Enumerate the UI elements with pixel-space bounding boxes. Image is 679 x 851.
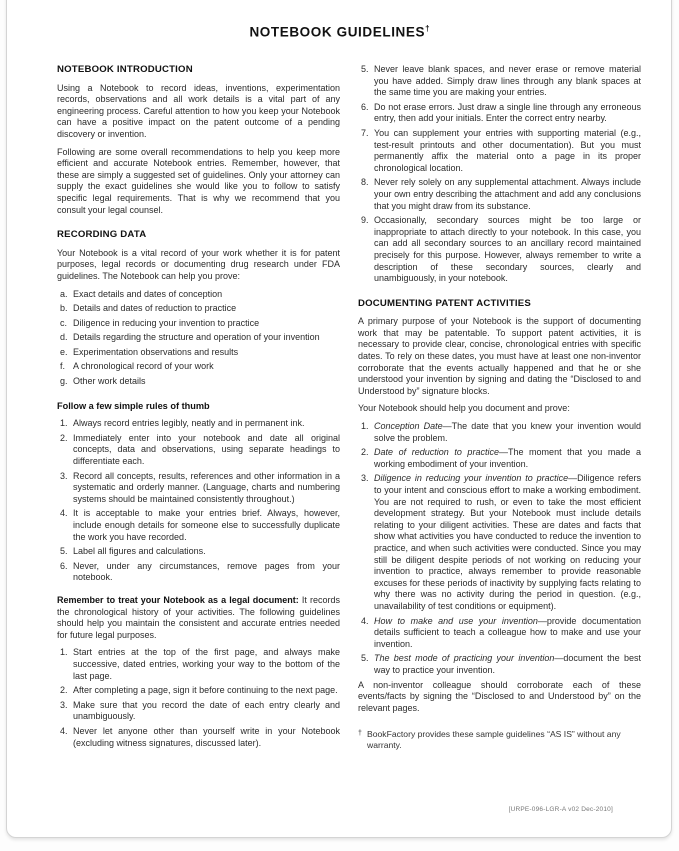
list-marker: 2. xyxy=(361,447,369,458)
rules-list xyxy=(57,418,340,584)
heading-documenting-patent-activities: DOCUMENTING PATENT ACTIVITIES xyxy=(358,297,531,309)
list-text xyxy=(374,421,641,444)
patent-item-lead: Diligence in reducing your invention to practice xyxy=(374,473,569,484)
list-marker: 5. xyxy=(60,546,68,557)
lettered-list xyxy=(57,289,340,388)
footer-revision-code: [URPE-096-LGR-A v02 Dec-2010] xyxy=(508,806,613,813)
list-marker: 3. xyxy=(361,473,369,484)
list-text xyxy=(374,473,641,612)
list-text: Experimentation observations and results xyxy=(73,346,239,357)
list-marker: 1. xyxy=(60,647,68,658)
list-text: You can supplement your entries with supporting material (e.g., test-result printouts and other documentation). But you must permanently affix the material onto a page in its proper chronological location. xyxy=(374,127,641,173)
list-marker: a. xyxy=(60,288,68,299)
intro-paragraph-2: Following are some overall recommendations to help you keep more efficient and accurate Notebook entries. Remember, however, that these are simply a suggested set of guidelines. Only your attorney can supply the exact guidelines she would like you to follow to satisfy specific legal requirements. That is why we recommend that you consult your legal counsel. xyxy=(57,146,340,215)
list-marker: 2. xyxy=(60,685,68,696)
list-item xyxy=(358,421,641,444)
list-text: Never leave blank spaces, and never erase or remove material you have added. Simply draw lines through any blank spaces at the same time you are making your entries. xyxy=(374,64,641,98)
list-text: It is acceptable to make your entries brief. Always, however, include enough details for someone else to successfully duplicate the work you have recorded. xyxy=(73,508,340,542)
list-text: Always record entries legibly, neatly and in permanent ink. xyxy=(73,418,305,429)
content-columns xyxy=(57,64,641,752)
list-item xyxy=(57,347,340,359)
patent-item-body: —provide documentation details sufficient to teach a colleague how to make and use your invention. xyxy=(374,615,641,649)
list-marker: 8. xyxy=(361,177,369,188)
list-item xyxy=(57,508,340,543)
patent-item-body: —document the best way to practice your invention. xyxy=(374,653,641,675)
list-item xyxy=(57,433,340,468)
footnote-text: BookFactory provides these sample guidelines “AS IS” without any warranty. xyxy=(367,729,621,751)
list-marker: 1. xyxy=(60,418,68,429)
heading-recording-data: RECORDING DATA xyxy=(57,229,147,241)
list-text: Never let anyone other than yourself write in your Notebook (excluding witness signatures, discussed later). xyxy=(73,725,340,748)
list-item xyxy=(57,546,340,558)
list-marker: e. xyxy=(60,346,68,357)
intro-paragraph-1: Using a Notebook to record ideas, inventions, experimentation records, observations and all work details is a vital part of any engineering process. Careful attention to how you keep your Notebook can have a positive impact on the patent outcome of a pending discovery or invention. xyxy=(57,82,340,139)
list-marker: 6. xyxy=(60,560,68,571)
closing-paragraph: A non-inventor colleague should corroborate each of these events/facts by signing the “Disclosed to and Understood by” on the relevant pages. xyxy=(358,679,641,713)
patent-item-body: —Diligence refers to your intent and conscious effort to make a working embodiment. You are not required to rush, or even to take the most efficient development strategy. But your Notebook must include details relating to your diligent activities. These are dates and facts that show what activities you have conducted to reduce the invention to practice, and when such activities were conducted. Since you may still be diligent despite periods of not working on reducing your invention to practice, always remember to provide reasonable excuses for these periods of inactivity by supplying facts relating to why there was no activity during the period in question. (e.g., unavailability of test conditions or equipment). xyxy=(374,473,642,611)
column-left xyxy=(57,64,340,752)
legal-rest: It records the chronological history of your activities. The following guidelines should help you maintain the consistent and accurate entries needed for future legal purposes. xyxy=(57,594,340,640)
list-text: Make sure that you record the date of each entry clearly and unambiguously. xyxy=(73,699,340,722)
list-marker: g. xyxy=(60,376,68,387)
list-text: Label all figures and calculations. xyxy=(73,546,206,557)
list-marker: f. xyxy=(60,361,66,372)
list-item xyxy=(57,685,340,697)
list-marker: 4. xyxy=(60,725,68,736)
list-item xyxy=(57,318,340,330)
list-item xyxy=(358,616,641,651)
list-marker: 2. xyxy=(60,432,68,443)
list-text: After completing a page, sign it before continuing to the next page. xyxy=(73,685,338,696)
list-item xyxy=(358,177,641,212)
list-marker: 3. xyxy=(60,699,68,710)
heading-rules-of-thumb: Follow a few simple rules of thumb xyxy=(57,400,210,411)
list-marker: 1. xyxy=(361,421,369,432)
list-text: Details and dates of reduction to practice xyxy=(73,303,237,314)
list-marker: 4. xyxy=(60,508,68,519)
patent-item-lead: How to make and use your invention xyxy=(374,615,538,626)
footnote-dagger: † xyxy=(358,730,362,738)
list-text: Record all concepts, results, references and other information in a systematic and orderly manner. (Language, charts and numbering systems should be maintained consistently throughout.) xyxy=(73,470,340,504)
list-text: Never rely solely on any supplemental attachment. Always include your own entry describing the attachment and add any conclusions that you might draw from its substance. xyxy=(374,177,641,211)
list-text: A chronological record of your work xyxy=(73,361,214,372)
list-item xyxy=(57,332,340,344)
list-text: Do not erase errors. Just draw a single line through any erroneous entry, then add your initials. Enter the correct entry nearby. xyxy=(374,101,641,124)
list-item xyxy=(57,418,340,430)
list-text: Details regarding the structure and operation of your invention xyxy=(73,332,320,343)
list-text: Immediately enter into your notebook and date all original concepts, data and observations, using separate headings to differentiate each. xyxy=(73,432,340,467)
list-text xyxy=(374,447,641,470)
list-text xyxy=(374,616,641,651)
heading-notebook-introduction: NOTEBOOK INTRODUCTION xyxy=(57,64,193,75)
list-marker: c. xyxy=(60,317,68,328)
legal-lead: Remember to treat your Notebook as a legal document: xyxy=(57,594,299,605)
patent-item-lead: The best mode of practicing your invention xyxy=(374,653,555,664)
list-text: Other work details xyxy=(73,376,146,387)
patent-item-body: —The date that you knew your invention would solve the problem. xyxy=(374,421,641,443)
list-item xyxy=(57,726,340,749)
page-title xyxy=(0,24,679,40)
list-text: Exact details and dates of conception xyxy=(73,288,223,299)
legal-list-continued xyxy=(358,64,641,285)
list-item xyxy=(358,447,641,470)
list-item xyxy=(358,128,641,174)
patent-item-lead: Date of reduction to practice xyxy=(374,447,499,458)
list-text xyxy=(374,653,641,676)
list-item xyxy=(57,361,340,373)
list-text: Never, under any circumstances, remove pages from your notebook. xyxy=(73,560,340,583)
patent-item-lead: Conception Date xyxy=(374,421,443,432)
list-item xyxy=(358,653,641,676)
list-marker: 7. xyxy=(361,127,369,138)
list-item xyxy=(57,647,340,682)
patent-item-body: —The moment that you made a working embodiment of your invention. xyxy=(374,447,642,469)
list-marker: 5. xyxy=(361,653,369,664)
page-title-text: NOTEBOOK GUIDELINES xyxy=(249,24,426,40)
list-marker: d. xyxy=(60,332,68,343)
list-marker: b. xyxy=(60,303,68,314)
list-item xyxy=(57,303,340,315)
list-item xyxy=(358,473,641,612)
patent-list xyxy=(358,421,641,676)
list-item xyxy=(57,289,340,301)
list-marker: 4. xyxy=(361,615,369,626)
list-item xyxy=(57,376,340,388)
list-marker: 3. xyxy=(60,470,68,481)
list-text: Start entries at the top of the first page, and always make successive, dated entries, working your way to the bottom of the last page. xyxy=(73,647,340,681)
patent-paragraph-1: A primary purpose of your Notebook is the support of documenting work that may be patentable. To support patent activities, it is necessary to provide clear, concise, chronological entries with specific dates. To rely on these dates, you must have at least one non-inventor corroborate that the events actually happened and that he or she understood your invention by signing and dating the “Disclosed to and Understood by” signature blocks. xyxy=(358,316,641,396)
list-item xyxy=(57,561,340,584)
column-right xyxy=(358,64,641,752)
list-marker: 9. xyxy=(361,215,369,226)
list-text: Occasionally, secondary sources might be too large or inappropriate to attach directly to your notebook. In this case, you can add all secondary sources to an ancillary record maintained precisely for this purpose. However, always remember to write a description of these secondary sources, clearly and unambiguously, in your notebook. xyxy=(374,215,641,284)
list-marker: 6. xyxy=(361,101,369,112)
legal-document-paragraph xyxy=(57,595,340,641)
list-item xyxy=(57,700,340,723)
list-item xyxy=(358,64,641,99)
list-item xyxy=(358,215,641,285)
footnote xyxy=(358,729,641,751)
list-text: Diligence in reducing your invention to practice xyxy=(73,317,260,328)
title-dagger: † xyxy=(425,24,430,33)
list-item xyxy=(358,102,641,125)
list-item xyxy=(57,471,340,506)
list-marker: 5. xyxy=(361,64,369,74)
legal-list xyxy=(57,647,340,749)
recording-intro-paragraph: Your Notebook is a vital record of your work whether it is for patent purposes, legal records or documenting drug research under FDA guidelines. The Notebook can help you prove: xyxy=(57,247,340,281)
patent-paragraph-2: Your Notebook should help you document and prove: xyxy=(358,403,570,414)
